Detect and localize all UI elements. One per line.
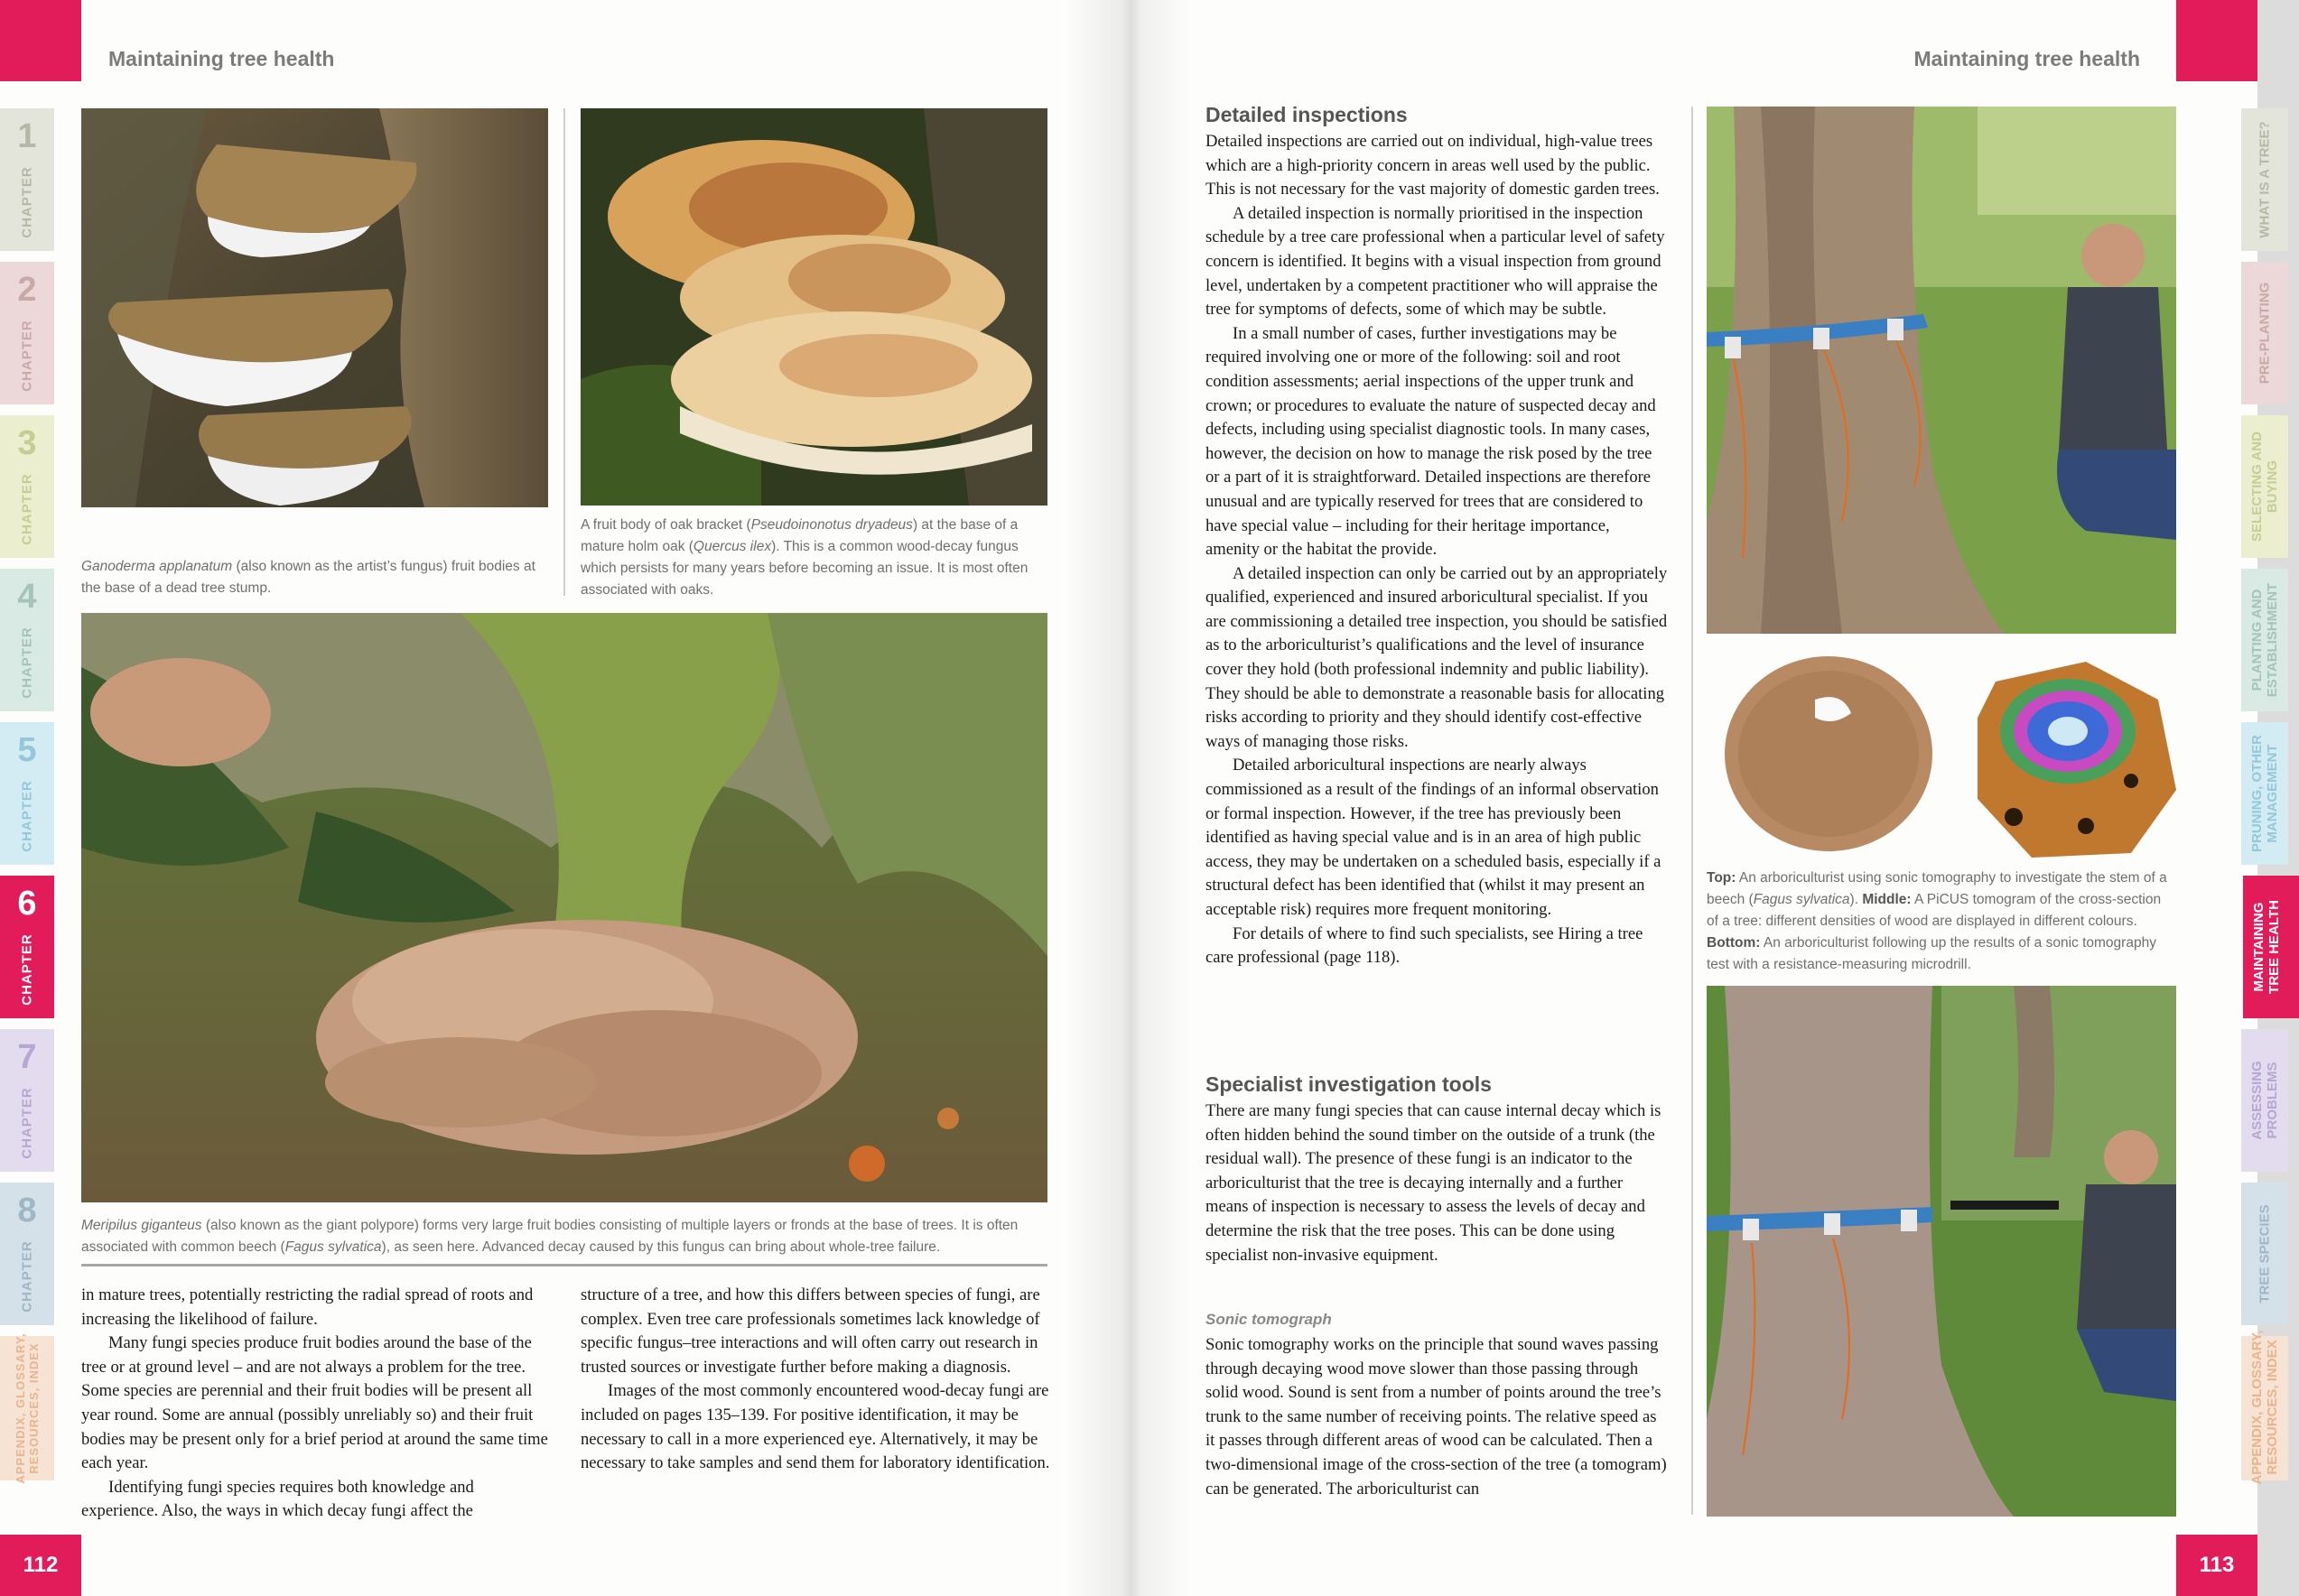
left-tab-chapter-2[interactable] <box>0 262 54 404</box>
caption-rule <box>81 1264 1047 1267</box>
left-tab-chapter-3[interactable] <box>0 415 54 558</box>
paragraph: A detailed inspection is normally prioritised in the inspection schedule by a tree care professional when a particular level of safety concern is identified. It begins with a visual inspection from ground level, undertaken by a competent practitioner who will appraise the tree for symptoms of defects, some of which may be subtle. <box>1205 203 1665 320</box>
paragraph: Many fungi species produce fruit bodies around the base of the tree or at ground level – and are not always a problem for the tree. Some species are perennial and their fruit bodies will be present all year round. Some are annual (possibly unreliably so) and their fruit bodies may be present only for a brief period at around the same time each year. <box>81 1333 548 1473</box>
tab-word: CHAPTER <box>19 166 35 238</box>
paragraph: in mature trees, potentially restricting the radial spread of roots and increasing the likelihood of failure. <box>81 1285 534 1329</box>
meripilus-photo <box>81 613 1047 1202</box>
tab-label: ASSESSING PROBLEMS <box>2249 1061 2280 1140</box>
right-corner-block <box>2176 0 2257 81</box>
tab-number: 8 <box>17 1192 37 1229</box>
tab-number: 7 <box>17 1038 37 1076</box>
right-tab-9[interactable] <box>2241 1330 2288 1485</box>
paragraph: A detailed inspection can only be carried out by an appropriately qualified, experienced and insured arboricultural specialist. If you are commissioning a detailed tree inspection, you should be satisfied as to the arboriculturist’s qualifications and the level of insurance cover they hold (both professional indemnity and public liability). They should be able to demonstrate a reasonable basis for allocating risks according to priority and they should identify cost-effective ways of managing those risks. <box>1205 563 1668 751</box>
left-tab-chapter-5[interactable] <box>0 722 54 865</box>
tomography-caption: Top: An arboriculturist using sonic tomography to investigate the stem of a beech (Fagus sylvatica). Middle: A PiCUS tomogram of the cross-section of a tree: different densities of wood are displayed in different colours. Bottom: An arboriculturist following up the results of a sonic tomography test with a resistance-measuring microdrill. <box>1707 870 2167 972</box>
tab-word: CHAPTER <box>19 1240 35 1313</box>
paragraph: Sonic tomography works on the principle that sound waves passing through decaying wood move slower than those passing through solid wood. Sound is sent from a number of points around the tree’s trunk to the same number of receiving points. The relative speed as it passes through different areas of wood can be calculated. Then a two-dimensional image of the cross-section of the tree (a tomogram) can be generated. The arboriculturist can <box>1205 1335 1667 1499</box>
sonic-tomography-photo <box>1707 107 2176 634</box>
tab-number: 5 <box>17 731 37 769</box>
paragraph: There are many fungi species that can cause internal decay which is often hidden behind the sound timber on the outside of a trunk (the residual wall). The presence of these fungi is an indicator to the arboriculturist that the tree is decaying internally and a further means of inspection is necessary to assess the levels of decay and determine the risk that the tree poses. This can be done using specialist non-invasive equipment. <box>1205 1101 1661 1265</box>
right-tab-6[interactable] <box>2243 876 2299 1018</box>
picus-tomogram-image <box>1707 645 2176 867</box>
tab-word: CHAPTER <box>19 780 35 852</box>
tab-label: MAINTAINING TREE HEALTH <box>2251 900 2282 994</box>
meripilus-caption: Meripilus giganteus (also known as the giant polypore) forms very large fruit bodies consisting of multiple layers or fronds at the base of trees. It is often associated with common beech (Fagus sylvatica), as seen here. Advanced decay caused by this fungus can bring about whole-tree failure. <box>81 1218 1019 1255</box>
subhead-sonic-tomograph: Sonic tomograph <box>1205 1311 1332 1328</box>
left-tab-chapter-7[interactable] <box>0 1029 54 1172</box>
paragraph: Identifying fungi species requires both knowledge and experience. Also, the ways in which decay fungi affect the <box>81 1477 474 1521</box>
paragraph: structure of a tree, and how this differs between species of fungi, are complex. Even tree care professionals sometimes lack knowledge of specific fungus–tree interactions and will often carry out research in trusted sources or investigate further before making a diagnosis. <box>581 1285 1040 1377</box>
right-tab-1[interactable] <box>2241 108 2288 251</box>
tab-number: 3 <box>17 424 37 462</box>
right-tab-3[interactable] <box>2241 415 2288 558</box>
left-body-col1 <box>81 1284 551 1524</box>
paragraph: For details of where to find such specialists, see Hiring a tree care professional (page 118). <box>1205 923 1643 968</box>
tab-label: PLANTING AND ESTABLISHMENT <box>2249 582 2280 698</box>
oak-bracket-photo <box>581 108 1047 506</box>
right-column-rule <box>1691 107 1693 1515</box>
right-tab-4[interactable] <box>2241 569 2288 711</box>
left-body-col2 <box>581 1284 1050 1476</box>
heading-specialist-tools: Specialist investigation tools <box>1205 1072 1492 1096</box>
left-column-rule <box>563 108 565 596</box>
tab-number: 2 <box>17 271 37 309</box>
ganoderma-photo <box>81 108 548 507</box>
right-body-section1 <box>1205 130 1668 970</box>
tab-label: PRUNING, OTHER MANAGEMENT <box>2249 734 2280 853</box>
tab-word: CHAPTER <box>19 1087 35 1159</box>
microdrill-photo <box>1707 986 2176 1517</box>
left-tab-chapter-8[interactable] <box>0 1183 54 1325</box>
paragraph: In a small number of cases, further investigations may be required involving one or more of the following: soil and root condition assessments; aerial inspections of the upper trunk and crown; or procedures to evaluate the nature of suspected decay and defects, including using specialist diagnostic tools. In many cases, however, the decision on how to manage the risk posed by the tree or a part of it is straightforward. Detailed inspections are therefore unusual and are typically reserved for trees that are considered to have special value – including for their heritage importance, amenity or the habitat the provide. <box>1205 323 1656 560</box>
tab-number: 1 <box>17 117 37 155</box>
left-corner-block <box>0 0 81 81</box>
ganoderma-caption: Ganoderma applanatum (also known as the artist’s fungus) fruit bodies at the base of a dead tree stump. <box>81 559 535 596</box>
right-running-head: Maintaining tree health <box>1913 47 2140 70</box>
left-tab-chapter-1[interactable] <box>0 108 54 251</box>
tab-word: CHAPTER <box>19 933 35 1006</box>
right-tab-2[interactable] <box>2241 262 2288 404</box>
oak-bracket-caption: A fruit body of oak bracket (Pseudoinonotus dryadeus) at the base of a mature holm oak (Quercus ilex). This is a common wood-decay fungus which persists for many years before becoming an issue. It is most often associated with oaks. <box>581 517 1028 598</box>
right-tab-8[interactable] <box>2241 1183 2288 1325</box>
tab-label: APPENDIX, GLOSSARY, RESOURCES, INDEX <box>14 1332 41 1484</box>
left-tab-appendix[interactable] <box>0 1332 54 1484</box>
left-page <box>0 0 1129 1596</box>
right-tab-5[interactable] <box>2241 722 2288 865</box>
tab-word: CHAPTER <box>19 320 35 392</box>
left-tab-chapter-4[interactable] <box>0 569 54 711</box>
tab-label: TREE SPECIES <box>2257 1204 2273 1304</box>
right-page <box>1129 0 2257 1596</box>
right-body-section3 <box>1205 1333 1668 1501</box>
paragraph: Detailed inspections are carried out on individual, high-value trees which are a high-priority concern in areas well used by the public. This is not necessary for the vast majority of domestic garden trees. <box>1205 132 1660 200</box>
right-tab-7[interactable] <box>2241 1029 2288 1172</box>
right-folio: 113 <box>2176 1535 2257 1596</box>
tab-label: PRE-PLANTING <box>2257 282 2273 385</box>
left-running-head: Maintaining tree health <box>108 47 335 70</box>
left-tab-chapter-6[interactable] <box>0 876 54 1018</box>
heading-detailed-inspections: Detailed inspections <box>1205 103 1408 126</box>
tab-number: 4 <box>17 578 37 616</box>
tab-number: 6 <box>17 885 37 923</box>
right-body-section2 <box>1205 1100 1668 1267</box>
paragraph: Detailed arboricultural inspections are nearly always commissioned as a result of the findings of an informal observation or formal inspection. However, if the tree has previously been identified as having special value and is in an area of high public access, they may be undertaken on a scheduled basis, especially if a structural defect has been identified that (whilst it may present an acceptable risk) requires more frequent monitoring. <box>1205 756 1661 919</box>
tab-label: SELECTING AND BUYING <box>2249 431 2280 542</box>
tab-label: APPENDIX, GLOSSARY, RESOURCES, INDEX <box>2249 1330 2280 1485</box>
tab-word: CHAPTER <box>19 473 35 545</box>
tab-label: WHAT IS A TREE? <box>2257 121 2273 238</box>
left-folio: 112 <box>0 1535 81 1596</box>
tab-word: CHAPTER <box>19 626 35 699</box>
paragraph: Images of the most commonly encountered wood-decay fungi are included on pages 135–139. For positive identification, it may be necessary to call in a more experienced eye. Alternatively, it may be necessary to take samples and send them for laboratory identification. <box>581 1381 1050 1473</box>
